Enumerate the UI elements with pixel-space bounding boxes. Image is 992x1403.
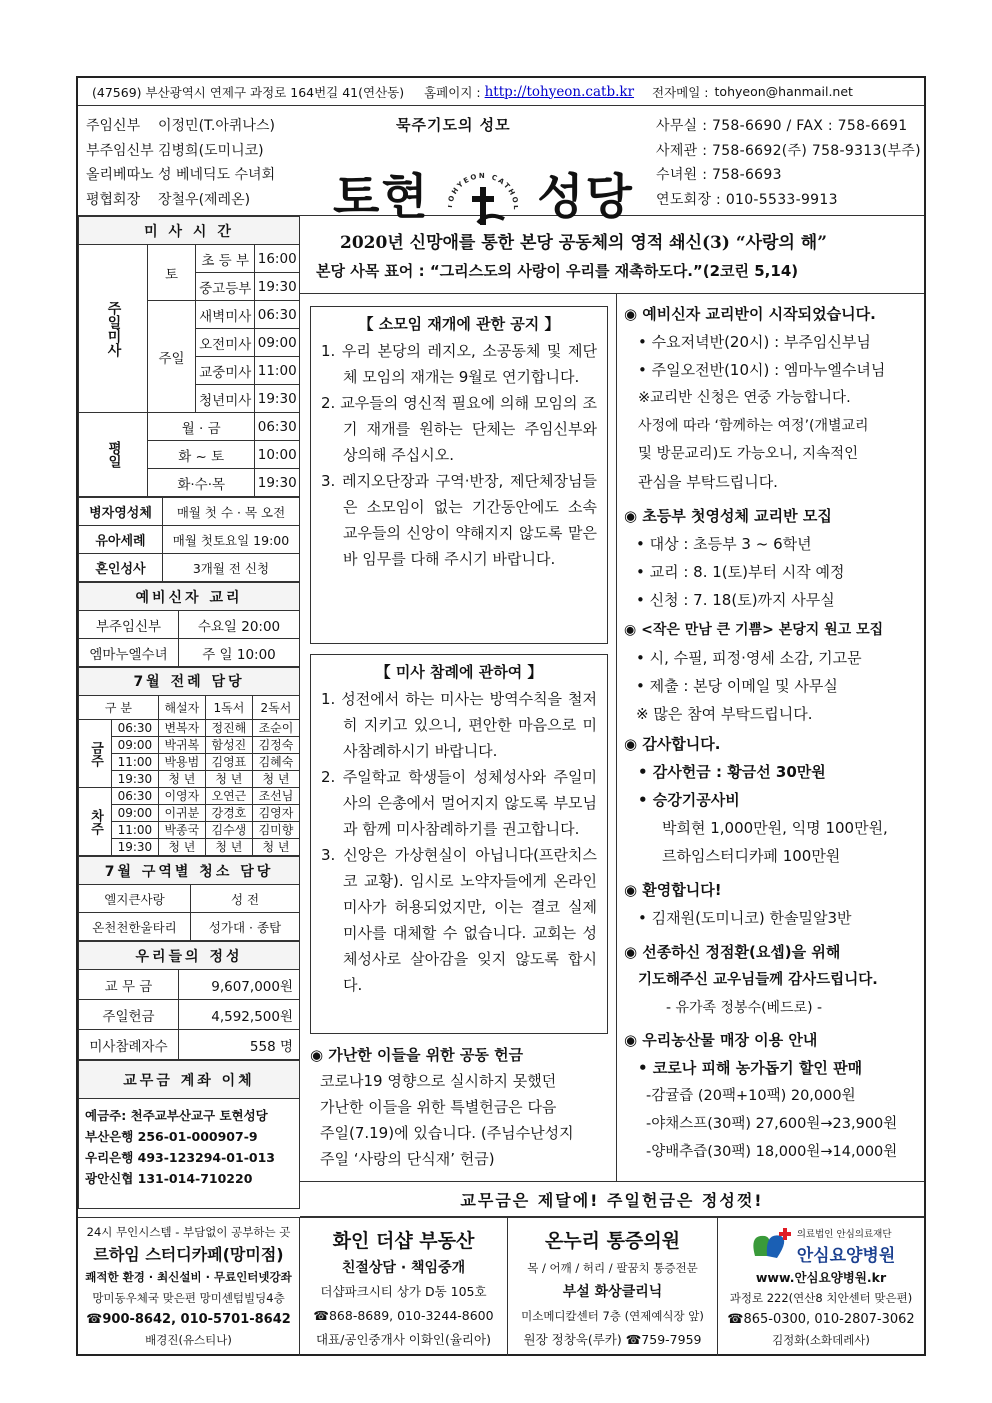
mass-times-title: 미 사 시 간 <box>79 217 300 245</box>
mass-time: 09:00 <box>255 329 300 357</box>
table-cell: 조순이 <box>252 720 299 737</box>
table-cell: 이영자 <box>158 788 205 805</box>
liturgy-duty-title: 7월 전례 담당 <box>79 668 300 696</box>
offering-label: 주일헌금 <box>79 1000 179 1030</box>
notice-mass-attendance <box>310 654 608 1034</box>
text-line: -감귤즙 (20팩+10팩) 20,000원 <box>646 1088 856 1104</box>
notice-title: 【 소모임 재개에 관한 공지 】 <box>358 315 560 333</box>
table-cell: 강경호 <box>205 805 252 822</box>
saturday-label: 토 <box>148 245 196 301</box>
next-week-label: 차주 <box>79 788 112 856</box>
table-cell: 11:00 <box>112 754 159 771</box>
column-divider <box>616 294 617 1181</box>
area: 성 전 <box>191 885 300 913</box>
table-cell: 박용범 <box>158 754 205 771</box>
text-line: 주일(7.19)에 있습니다. (주님수난성지 <box>320 1124 574 1142</box>
sacrament-schedule: 매월 첫토요일 19:00 <box>163 526 300 554</box>
ad-line: 목 / 어깨 / 허리 / 팔꿈치 통증전문 <box>527 1261 698 1275</box>
person: 김병희(도미니코) <box>158 142 264 159</box>
ad-name: 온누리 통증의원 <box>544 1230 681 1252</box>
section-title: ◉ <작은 만남 큰 기쁨> 본당지 원고 모집 <box>624 622 884 638</box>
clergy-list <box>86 114 275 212</box>
ad-line: 대표/공인중개사 이화인(율리아) <box>316 1332 491 1347</box>
header <box>78 106 924 225</box>
table-cell: 박종국 <box>158 822 205 839</box>
role: 평협회장 <box>86 191 141 208</box>
ad-name: 안심요양병원 <box>796 1246 896 1266</box>
headline <box>300 216 924 294</box>
table-cell <box>79 1099 300 1209</box>
mass-time: 16:00 <box>255 245 300 273</box>
hospital-logo-icon <box>747 1226 793 1266</box>
section-title: ◉ 선종하신 정점환(요셉)을 위해 <box>624 943 841 961</box>
text-line: • 신청 : 7. 18(토)까지 사무실 <box>636 591 835 609</box>
weekday-days: 월 · 금 <box>148 413 255 441</box>
sacrament-name: 병자영성체 <box>79 498 163 526</box>
offering-amount: 558 명 <box>179 1030 300 1060</box>
table-cell: 김정숙 <box>252 737 299 754</box>
mass-time: 19:30 <box>255 469 300 497</box>
table-cell: 19:30 <box>112 839 159 856</box>
sunday-mass-label: 주일미사 <box>79 245 148 413</box>
ad-line: 부설 화상클리닉 <box>562 1284 663 1300</box>
table-cell: 김영자 <box>252 805 299 822</box>
notice-item: 1. 우리 본당의 레지오, 소공동체 및 제단체 모임의 재개는 9월로 연기합니다. <box>321 342 597 386</box>
mass-name: 오전미사 <box>196 329 255 357</box>
parish-patron: 묵주기도의 성모 <box>396 116 511 134</box>
table-cell: 함성진 <box>205 737 252 754</box>
table-cell: 오연근 <box>205 788 252 805</box>
teacher: 부주임신부 <box>79 611 179 639</box>
contact-list <box>656 114 921 212</box>
convent-phone: 수녀원 : 758-6693 <box>656 167 782 183</box>
text-line: ※교리반 신청은 연중 가능합니다. <box>638 390 851 406</box>
table-cell: 청 년 <box>252 839 299 856</box>
district: 온천천한울타리 <box>79 913 191 941</box>
sacrament-name: 혼인성사 <box>79 554 163 582</box>
text-line: • 주일오전반(10시) : 엠마누엘수녀님 <box>638 361 886 379</box>
logo-text-1: 토현 <box>333 169 430 225</box>
text-line: 박희현 1,000만원, 익명 100만원, <box>662 819 888 837</box>
account-title: 교무금 계좌 이체 <box>79 1061 300 1099</box>
text-line: - 유가족 정봉수(베드로) - <box>666 1000 823 1016</box>
section-title: ◉ 가난한 이들을 위한 공동 헌금 <box>310 1046 524 1064</box>
mass-name: 새벽미사 <box>196 301 255 329</box>
class-time: 수요일 20:00 <box>179 611 300 639</box>
table-cell: 변복자 <box>158 720 205 737</box>
text-line: 주일 ‘사랑의 단식재’ 헌금) <box>320 1150 495 1168</box>
ad-name: 르하임 스터디카페(망미점) <box>93 1245 284 1264</box>
role: 올리베따노 <box>86 167 154 183</box>
col-header: 구 분 <box>79 696 159 720</box>
homepage-link[interactable]: http://tohyeon.catb.kr <box>484 83 635 100</box>
ad-study-cafe <box>78 1218 300 1356</box>
text-line: • 김재원(도미니코) 한솔밀알3반 <box>638 909 852 927</box>
sunday-label: 주일 <box>148 301 196 413</box>
office-phone: 사무실 : 758-6690 / FAX : 758-6691 <box>656 118 908 134</box>
table-cell: 09:00 <box>112 737 159 754</box>
teacher: 엠마누엘수녀 <box>79 639 179 667</box>
text-line: • 승강기공사비 <box>638 791 740 809</box>
table-cell: 06:30 <box>112 788 159 805</box>
sacrament-name: 유아세례 <box>79 526 163 554</box>
notice-item: 3. 레지오단장과 구역·반장, 제단체장님들은 소모임이 없는 기간동안에도 소속 교우들의 신앙이 약해지지 않도록 맡은 바 임무를 다해 주시기 바랍니다. <box>321 472 597 568</box>
catechumen-table <box>78 582 300 667</box>
text-line: 기도해주신 교우님들께 감사드립니다. <box>638 972 878 988</box>
mass-times-table <box>78 216 300 497</box>
right-column <box>624 300 920 1166</box>
ad-real-estate <box>300 1218 508 1356</box>
person: 성 베네딕도 수녀회 <box>158 167 276 183</box>
sacrament-schedule: 매월 첫 수 · 목 오전 <box>163 498 300 526</box>
table-cell: 조선님 <box>252 788 299 805</box>
mass-time: 06:30 <box>255 301 300 329</box>
text-line: • 제출 : 본당 이메일 및 사무실 <box>636 677 838 695</box>
text-line: • 수요저녁반(20시) : 부주임신부님 <box>638 333 871 351</box>
bank-account: 광안신협 131-014-710220 <box>85 1171 253 1186</box>
ad-line: 미소메디칼센터 7층 (연제예식장 앞) <box>521 1309 704 1323</box>
cleaning-title: 7월 구역별 청소 담당 <box>79 857 300 885</box>
table-cell: 06:30 <box>112 720 159 737</box>
mass-time: 10:00 <box>255 441 300 469</box>
offering-amount: 9,607,000원 <box>179 970 300 1000</box>
home-label: 홈페이지 : <box>424 84 481 100</box>
role: 부주임신부 <box>86 142 154 159</box>
ad-phone: ☎900-8642, 010-5701-8642 <box>86 1312 291 1327</box>
address: (47569) 부산광역시 연제구 과정로 164번길 41(연산동) <box>92 84 405 100</box>
funeral-phone: 연도회장 : 010-5533-9913 <box>656 191 838 208</box>
text-line: 관심을 부탁드립니다. <box>638 473 778 491</box>
table-cell: 김혜숙 <box>252 754 299 771</box>
section-title: ◉ 우리농산물 매장 이용 안내 <box>624 1031 818 1049</box>
ad-clinic <box>508 1218 718 1356</box>
text-line: • 대상 : 초등부 3 ~ 6학년 <box>636 535 812 553</box>
account-table <box>78 1060 300 1209</box>
table-cell: 이귀분 <box>158 805 205 822</box>
poor-offering-notice <box>310 1042 616 1178</box>
bank-account: 부산은행 256-01-000907-9 <box>85 1129 258 1144</box>
text-line: 르하임스터디카페 100만원 <box>662 847 841 865</box>
ad-hospital <box>718 1218 924 1356</box>
section-title: ◉ 예비신자 교리반이 시작되었습니다. <box>624 305 876 323</box>
ad-line: 친절상담 · 책임중개 <box>341 1260 466 1276</box>
notice-item: 2. 주일학교 학생들이 성체성사와 주일미사의 은총에서 멀어지지 않도록 부모님과 함께 미사참례하기를 권고합니다. <box>321 768 597 838</box>
catechumen-title: 예비신자 교리 <box>79 583 300 611</box>
mass-time: 19:30 <box>255 385 300 413</box>
table-cell: 19:30 <box>112 771 159 788</box>
mass-name: 청년미사 <box>196 385 255 413</box>
text-line: • 교리 : 8. 1(토)부터 시작 예정 <box>636 563 845 581</box>
text-line: 및 방문교리)도 가능오니, 지속적인 <box>638 446 859 462</box>
mass-name: 초 등 부 <box>196 245 255 273</box>
district: 엘지큰사랑 <box>79 885 191 913</box>
bank-account: 우리은행 493-123294-01-013 <box>85 1150 275 1165</box>
col-header: 2독서 <box>252 696 299 720</box>
mass-name: 중고등부 <box>196 273 255 301</box>
ad-name: 화인 더샵 부동산 <box>332 1230 475 1252</box>
text-line: 코로나19 영향으로 실시하지 못했던 <box>320 1072 557 1090</box>
ad-phone: ☎868-8689, 010-3244-8600 <box>313 1308 494 1323</box>
ad-website: www.안심요양병원.kr <box>755 1270 887 1285</box>
ad-line: 망미동우체국 맞은편 망미센텀빌딩4층 <box>92 1291 285 1305</box>
role: 주임신부 <box>86 118 141 134</box>
notice-item: 2. 교우들의 영신적 필요에 의해 모임의 조기 재개를 원하는 단체는 주임신부와 상의해 주십시오. <box>321 394 597 464</box>
text-line: -양배추즙(30팩) 18,000원→14,000원 <box>646 1144 898 1160</box>
ad-phone: 원장 정창욱(루카) ☎759-7959 <box>523 1332 702 1347</box>
text-line: 사정에 따라 ‘함께하는 여정’(개별교리 <box>638 418 869 434</box>
offering-amount: 4,592,500원 <box>179 1000 300 1030</box>
section-title: ◉ 감사합니다. <box>624 735 721 753</box>
sacrament-schedule: 3개월 전 신청 <box>163 554 300 582</box>
area: 성가대 · 종탑 <box>191 913 300 941</box>
mass-name: 교중미사 <box>196 357 255 385</box>
cleaning-table <box>78 856 300 941</box>
text-line: • 시, 수필, 피정·영세 소감, 기고문 <box>636 649 862 667</box>
email-label: 전자메일 : <box>652 84 709 100</box>
mass-time: 11:00 <box>255 357 300 385</box>
text-line: • 코로나 피해 농가돕기 할인 판매 <box>638 1059 863 1077</box>
offering-title: 우리들의 정성 <box>79 942 300 970</box>
offering-table <box>78 941 300 1060</box>
text-line: • 감사헌금 : 황금선 30만원 <box>638 763 826 781</box>
section-title: ◉ 환영합니다! <box>624 881 722 899</box>
notice-item: 1. 성전에서 하는 미사는 방역수칙을 철저히 지키고 있으니, 편안한 마음으로 미사참례하시기 바랍니다. <box>321 690 597 760</box>
rectory-phone: 사제관 : 758-6692(주) 758-9313(부주) <box>656 142 921 159</box>
ad-line: 과정로 222(연산8 치안센터 맞은편) <box>729 1291 913 1305</box>
svg-text:TOHYEON CATHOLIC CHURCH: HYEON CATH <box>450 171 518 199</box>
ad-line: 김정화(소화데레사) <box>772 1333 870 1347</box>
text-line: 가난한 이들을 위한 특별헌금은 다음 <box>320 1098 557 1116</box>
table-cell: 정진해 <box>205 720 252 737</box>
table-cell: 09:00 <box>112 805 159 822</box>
table-cell: 박귀복 <box>158 737 205 754</box>
liturgy-duty-table <box>78 667 300 856</box>
weekday-days: 화·수·목 <box>148 469 255 497</box>
weekday-days: 화 ~ 토 <box>148 441 255 469</box>
table-cell: 김영표 <box>205 754 252 771</box>
year-theme: 2020년 신망애를 통한 본당 공동체의 영적 쇄신(3) “사랑의 해” <box>340 233 827 253</box>
ad-line: 쾌적한 환경 · 최신설비 · 무료인터넷강좌 <box>85 1270 292 1284</box>
ads-row <box>78 1217 924 1355</box>
col-header: 해설자 <box>158 696 205 720</box>
notice-small-groups <box>310 306 608 644</box>
account-holder: 예금주: 천주교부산교구 토현성당 <box>85 1108 268 1123</box>
notice-item: 3. 신앙은 가상현실이 아닙니다(프란치스코 교황). 임시로 노약자들에게 온라인 미사가 허용되었지만, 이는 결코 실제 미사를 대체할 수 없습니다. 교회는 성체성사로 살아감을 잊지 않도록 합시다. <box>321 846 597 994</box>
this-week-label: 금주 <box>79 720 112 788</box>
ad-line: 의료법인 안심의료재단 <box>796 1229 892 1240</box>
class-time: 주 일 10:00 <box>179 639 300 667</box>
sacraments-table <box>78 497 300 582</box>
section-title: ◉ 초등부 첫영성체 교리반 모집 <box>624 507 832 525</box>
ad-line: 24시 무인시스템 - 부담없이 공부하는 곳 <box>86 1225 291 1239</box>
notice-title: 【 미사 참례에 관하여 】 <box>375 663 543 681</box>
weekday-mass-label: 평일 <box>79 413 148 497</box>
text-line: ※ 많은 참여 부탁드립니다. <box>636 705 813 723</box>
table-cell: 청 년 <box>205 771 252 788</box>
table-cell: 청 년 <box>158 771 205 788</box>
table-cell: 김수생 <box>205 822 252 839</box>
table-cell: 청 년 <box>205 839 252 856</box>
bottom-notice: 교무금은 제달에! 주일헌금은 정성껏! <box>300 1181 924 1217</box>
person: 이정민(T.아퀴나스) <box>158 118 275 134</box>
pastoral-motto: 본당 사목 표어 : “그리스도의 사랑이 우리를 재촉하도다.”(2코린 5,14) <box>316 262 799 280</box>
table-cell: 청 년 <box>252 771 299 788</box>
bulletin-page <box>76 76 926 1356</box>
ad-line: 배경진(유스티나) <box>145 1333 232 1347</box>
left-column <box>78 216 300 1209</box>
offering-label: 교 무 금 <box>79 970 179 1000</box>
ad-phone: ☎865-0300, 010-2807-3062 <box>727 1312 915 1327</box>
person: 장철우(제레온) <box>158 191 251 208</box>
text-line: -야채스프(30팩) 27,600원→23,900원 <box>646 1116 898 1132</box>
table-cell: 김미향 <box>252 822 299 839</box>
ad-line: 더샵파크시티 상가 D동 105호 <box>320 1284 487 1299</box>
email-address[interactable]: tohyeon@hanmail.net <box>714 84 853 99</box>
table-cell: 11:00 <box>112 822 159 839</box>
table-cell: 청 년 <box>158 839 205 856</box>
top-address-bar <box>78 78 924 106</box>
logo-text-2: 성당 <box>537 169 634 225</box>
offering-label: 미사참례자수 <box>79 1030 179 1060</box>
mass-time: 19:30 <box>255 273 300 301</box>
mass-time: 06:30 <box>255 413 300 441</box>
col-header: 1독서 <box>205 696 252 720</box>
